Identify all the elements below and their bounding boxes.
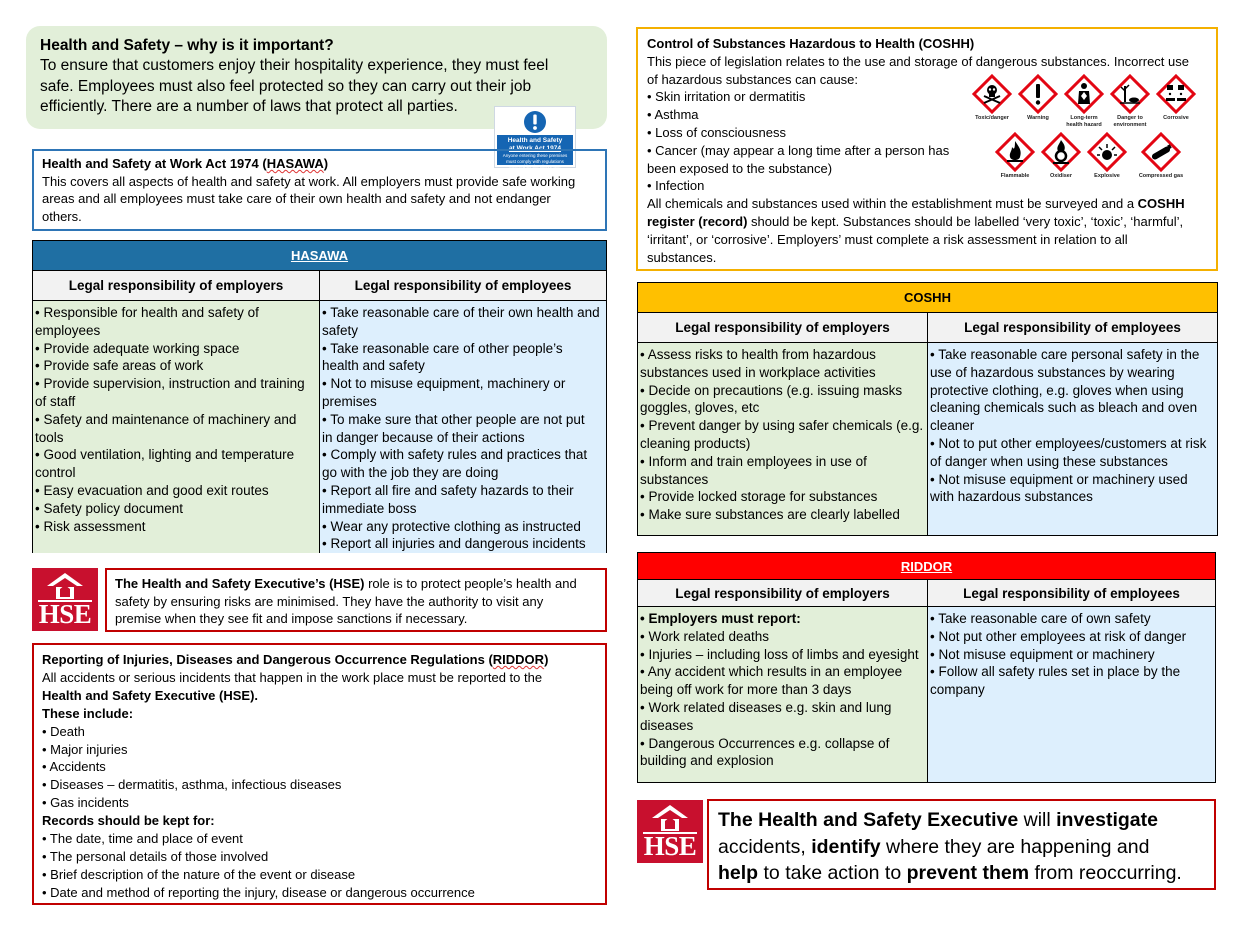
coshh-para-bold: COSHH <box>1137 196 1185 212</box>
text-line: • Not misuse equipment or machinery <box>930 646 1155 662</box>
hse2-text: will <box>1018 809 1057 831</box>
text-line: • Report all injuries and dangerous incidents <box>322 536 586 552</box>
hazard-toxic <box>970 74 1014 122</box>
coshh-para: should be kept. Substances should be labelled ‘very toxic’, ‘toxic’, ‘harmful’, <box>747 213 1184 229</box>
mandatory-info-icon <box>523 110 547 134</box>
riddor-title-text: Reporting of Injuries, Diseases and Dangerous Occurrence Regulations ( <box>42 652 493 667</box>
hse2-bold: prevent them <box>906 862 1030 884</box>
text-line: immediate boss <box>322 500 417 516</box>
text-line: in danger because of their actions <box>322 429 525 445</box>
sign-title: Health and Safety <box>507 137 563 144</box>
text-line: • Gas incidents <box>42 795 129 811</box>
hazard-environment <box>1108 74 1152 128</box>
hse-role-text: role is to protect people’s health and <box>364 576 577 591</box>
hasawa-col-employees: Legal responsibility of employees <box>354 278 572 293</box>
text-line: • Inform and train employees in use of <box>640 453 867 469</box>
text-line: • Responsible for health and safety of <box>35 305 259 320</box>
text-line: • Work related deaths <box>640 628 770 644</box>
text-line: control <box>35 465 76 481</box>
riddor-col-employees: Legal responsibility of employees <box>963 585 1180 601</box>
text-line: • Infection <box>647 178 705 194</box>
hazard-oxidiser <box>1039 132 1083 180</box>
text-line: • Injuries – including loss of limbs and eyesight <box>640 646 919 662</box>
text-line: health and safety <box>322 358 425 374</box>
sign-text: must comply with regulations <box>506 158 564 164</box>
text-line: • Make sure substances are clearly labelled <box>640 507 900 523</box>
hse2-bold: investigate <box>1056 809 1158 831</box>
coshh-table-heading: COSHH <box>638 283 1217 313</box>
hazard-label: Flammable <box>1000 173 1030 179</box>
hazard-label: Corrosive <box>1163 115 1189 121</box>
text-line: use of hazardous substances by wearing <box>930 364 1175 380</box>
riddor-records-heading: Records should be kept for: <box>42 813 215 829</box>
hasawa-col-employers: Legal responsibility of employers <box>33 271 320 300</box>
hasawa-table-heading: HASAWA <box>33 241 606 271</box>
text-line: • Take reasonable care of other people’s <box>322 340 563 356</box>
hazard-label: Compressed gas <box>1138 173 1184 179</box>
coshh-col-employers: Legal responsibility of employers <box>638 313 928 342</box>
text-line: cleaner <box>930 418 975 434</box>
text-line: • Safety and maintenance of machinery and <box>35 411 297 427</box>
hse2-text: where they are happening and <box>880 835 1150 858</box>
coshh-line: This piece of legislation relates to the use and storage of dangerous substances. Incorrect use <box>647 53 1189 69</box>
text-line: • Take reasonable care of own safety <box>930 611 1151 626</box>
riddor-title <box>42 651 597 669</box>
hazard-explosive <box>1085 132 1129 180</box>
text-line: • Take reasonable care personal safety in the <box>930 347 1200 362</box>
text-line: substances <box>640 471 709 487</box>
hazard-label: Warning <box>1027 115 1049 121</box>
text-line: go with the job they are doing <box>322 465 499 481</box>
text-line: • Decide on precautions (e.g. issuing masks <box>640 382 903 398</box>
text-line: • Good ventilation, lighting and temperature <box>35 447 295 463</box>
text-line: • Follow all safety rules set in place by the <box>930 664 1181 680</box>
dead-tree-fish-icon <box>1110 74 1150 114</box>
text-line: • Take reasonable care of their own health and <box>322 305 600 320</box>
riddor-include-list <box>42 723 597 813</box>
riddor-line: All accidents or serious incidents that happen in the work place must be reported to the <box>42 669 543 685</box>
intro-title: Health and Safety – why is it important? <box>40 37 334 54</box>
flame-over-circle-icon <box>1041 132 1081 172</box>
coshh-table <box>637 282 1218 536</box>
coshh-title: Control of Substances Hazardous to Health (COSHH) <box>647 36 975 51</box>
text-line: • Date and method of reporting the injury, disease or dangerous occurrence <box>42 884 475 900</box>
hse-logo <box>637 800 703 863</box>
health-hazard-icon <box>1064 74 1104 114</box>
intro-line: To ensure that customers enjoy their hospitality experience, they must feel <box>40 57 549 74</box>
text-line: • Brief description of the nature of the event or disease <box>42 866 356 882</box>
text-line: • The personal details of those involved <box>42 848 269 864</box>
hazard-warning <box>1016 74 1060 122</box>
hazard-label: Explosive <box>1094 173 1120 179</box>
hazard-label: Long-term health hazard <box>1066 115 1102 128</box>
text-line: • Not to misuse equipment, machinery or <box>322 376 566 392</box>
hazard-health <box>1062 74 1106 128</box>
hse-info-box <box>105 568 607 632</box>
riddor-include-heading: These include: <box>42 705 134 721</box>
text-line: • Work related diseases e.g. skin and lung <box>640 699 892 715</box>
text-line: cleaning products) <box>640 435 751 451</box>
text-line: • Cancer (may appear a long time after a person has <box>647 142 950 158</box>
hazard-label: Danger to environment <box>1113 115 1147 128</box>
hse-role-bold: The Health and Safety Executive’s (HSE) <box>115 576 365 591</box>
hse-logo <box>32 568 98 631</box>
text-line: of danger when using these substances <box>930 453 1168 469</box>
text-line: goggles, gloves, etc <box>640 400 760 416</box>
intro-line: efficiently. There are a number of laws that protect all parties. <box>40 98 458 115</box>
text-line: cleaning chemicals such as bleach and oven <box>930 400 1198 416</box>
exclamation-icon <box>1018 74 1058 114</box>
text-line: building and explosion <box>640 753 774 769</box>
text-line: • Accidents <box>42 759 106 775</box>
hse-logo-text: HSE <box>643 831 697 861</box>
riddor-acronym: RIDDOR <box>492 652 545 667</box>
text-line: • Provide adequate working space <box>35 340 240 356</box>
text-line: • Skin irritation or dermatitis <box>647 89 806 105</box>
hasawa-employers-cell <box>33 301 320 553</box>
text-line: tools <box>35 429 64 445</box>
hse-investigate-box <box>707 799 1216 890</box>
text-line: • Comply with safety rules and practices that <box>322 447 588 463</box>
hse-logo-text: HSE <box>38 599 92 629</box>
riddor-records-list <box>42 830 597 902</box>
text-line: substances used in workplace activities <box>640 364 876 380</box>
hazard-label: Toxic/danger <box>975 115 1009 121</box>
hasawa-info-box <box>32 149 607 231</box>
text-line: • Provide locked storage for substances <box>640 489 878 505</box>
text-line: protective clothing, e.g. gloves when using <box>930 382 1184 398</box>
text-line: • Dangerous Occurrences e.g. collapse of <box>640 735 890 751</box>
riddor-employees-cell <box>928 607 1215 782</box>
hse2-bold: The Health and Safety Executive <box>718 809 1019 831</box>
text-line: • Major injuries <box>42 741 128 757</box>
text-line: • Easy evacuation and good exit routes <box>35 482 269 498</box>
hse2-text: accidents, <box>718 835 812 858</box>
text-line: • Not misuse equipment or machinery used <box>930 471 1188 487</box>
intro-line: safe. Employees must also feel protected so they can carry out their job <box>40 77 532 95</box>
hasawa-line: areas and all employees must take care of their own health and safety and not endanger <box>42 191 551 207</box>
hazard-symbols <box>966 74 1206 190</box>
coshh-para: ‘irritant’, or ‘corrosive’. Employers’ must complete a risk assessment in relation to all <box>647 231 1128 247</box>
text-line: • Not put other employees at risk of danger <box>930 628 1187 644</box>
corrosion-icon <box>1156 74 1196 114</box>
hasawa-title <box>42 155 597 173</box>
riddor-col-employers: Legal responsibility of employers <box>638 580 928 606</box>
coshh-para: substances. <box>647 249 717 265</box>
text-line: • Assess risks to health from hazardous <box>640 347 876 362</box>
text-line: • Loss of consciousness <box>647 124 786 140</box>
gas-cylinder-icon <box>1141 132 1181 172</box>
text-line: • Death <box>42 723 85 739</box>
hasawa-line: others. <box>42 208 82 224</box>
text-line: • Safety policy document <box>35 500 184 516</box>
hazard-flammable <box>993 132 1037 180</box>
hazard-label: Oxidiser <box>1049 173 1072 179</box>
text-line: • Report all fire and safety hazards to their <box>322 482 574 498</box>
text-line: been exposed to the substance) <box>647 160 833 176</box>
hse2-text: to take action to <box>758 862 907 884</box>
hasawa-acronym: HASAWA <box>266 156 324 171</box>
text-line: of staff <box>35 393 76 409</box>
coshh-line: of hazardous substances can cause: <box>647 71 859 87</box>
text-line: • Diseases – dermatitis, asthma, infectious diseases <box>42 777 342 793</box>
sign-title: at Work Act 1974 <box>508 145 562 152</box>
sign-text: Anyone entering these premises <box>502 153 568 158</box>
text-line: safety <box>322 322 359 338</box>
hasawa-line: This covers all aspects of health and safety at work. All employers must provide safe working <box>42 173 576 189</box>
text-line: • Asthma <box>647 107 699 123</box>
text-line: company <box>930 682 985 698</box>
riddor-employers-cell <box>638 607 928 782</box>
hse2-text: from reoccurring. <box>1029 862 1182 884</box>
flame-icon <box>995 132 1035 172</box>
riddor-info-box <box>32 643 607 905</box>
sign-text: covered by the above act. <box>509 164 561 169</box>
riddor-table <box>637 552 1216 783</box>
hse2-bold: help <box>718 862 759 884</box>
exploding-bomb-icon <box>1087 132 1127 172</box>
riddor-employers-list <box>640 628 925 770</box>
text-line: • Not to put other employees/customers at risk <box>930 435 1207 451</box>
hse-role-line: premise when they see fit and impose sanctions if necessary. <box>115 611 468 627</box>
riddor-table-heading: RIDDOR <box>638 553 1215 580</box>
riddor-line-bold: Health and Safety Executive (HSE). <box>42 687 259 703</box>
text-line: • The date, time and place of event <box>42 831 243 847</box>
text-line: diseases <box>640 717 694 733</box>
text-line: • Risk assessment <box>35 518 146 534</box>
text-line: with hazardous substances <box>930 489 1093 505</box>
coshh-para-bold: register (record) <box>647 213 748 229</box>
text-line: • Provide safe areas of work <box>35 358 204 374</box>
coshh-para: All chemicals and substances used within the establishment must be surveyed and a <box>647 196 1138 212</box>
text-line: • Prevent danger by using safer chemicals (e.g. <box>640 418 924 434</box>
coshh-employees-cell <box>928 343 1217 535</box>
hasawa-employees-cell <box>320 301 606 553</box>
text-line: • Provide supervision, instruction and training <box>35 376 305 392</box>
coshh-employers-cell <box>638 343 928 535</box>
skull-crossbones-icon <box>972 74 1012 114</box>
hasawa-table <box>32 240 607 553</box>
hasawa-title-close: ) <box>323 156 329 171</box>
hazard-compressed-gas <box>1131 132 1191 180</box>
hse2-bold: identify <box>811 835 881 858</box>
text-line: employees <box>35 322 101 338</box>
text-line: • To make sure that other people are not put <box>322 411 585 427</box>
text-line: being off work for more than 3 days <box>640 682 852 698</box>
riddor-title-close: ) <box>544 652 549 667</box>
text-line: premises <box>322 393 377 409</box>
coshh-col-employees: Legal responsibility of employees <box>964 320 1181 335</box>
riddor-employers-first: • Employers must report: <box>640 611 801 626</box>
hse-role-line: safety by ensuring risks are minimised. They have the authority to visit any <box>115 593 544 609</box>
text-line: • Wear any protective clothing as instructed <box>322 518 581 534</box>
hazard-corrosive <box>1154 74 1198 122</box>
hasawa-title-text: Health and Safety at Work Act 1974 ( <box>42 156 267 171</box>
text-line: • Any accident which results in an employee <box>640 664 903 680</box>
